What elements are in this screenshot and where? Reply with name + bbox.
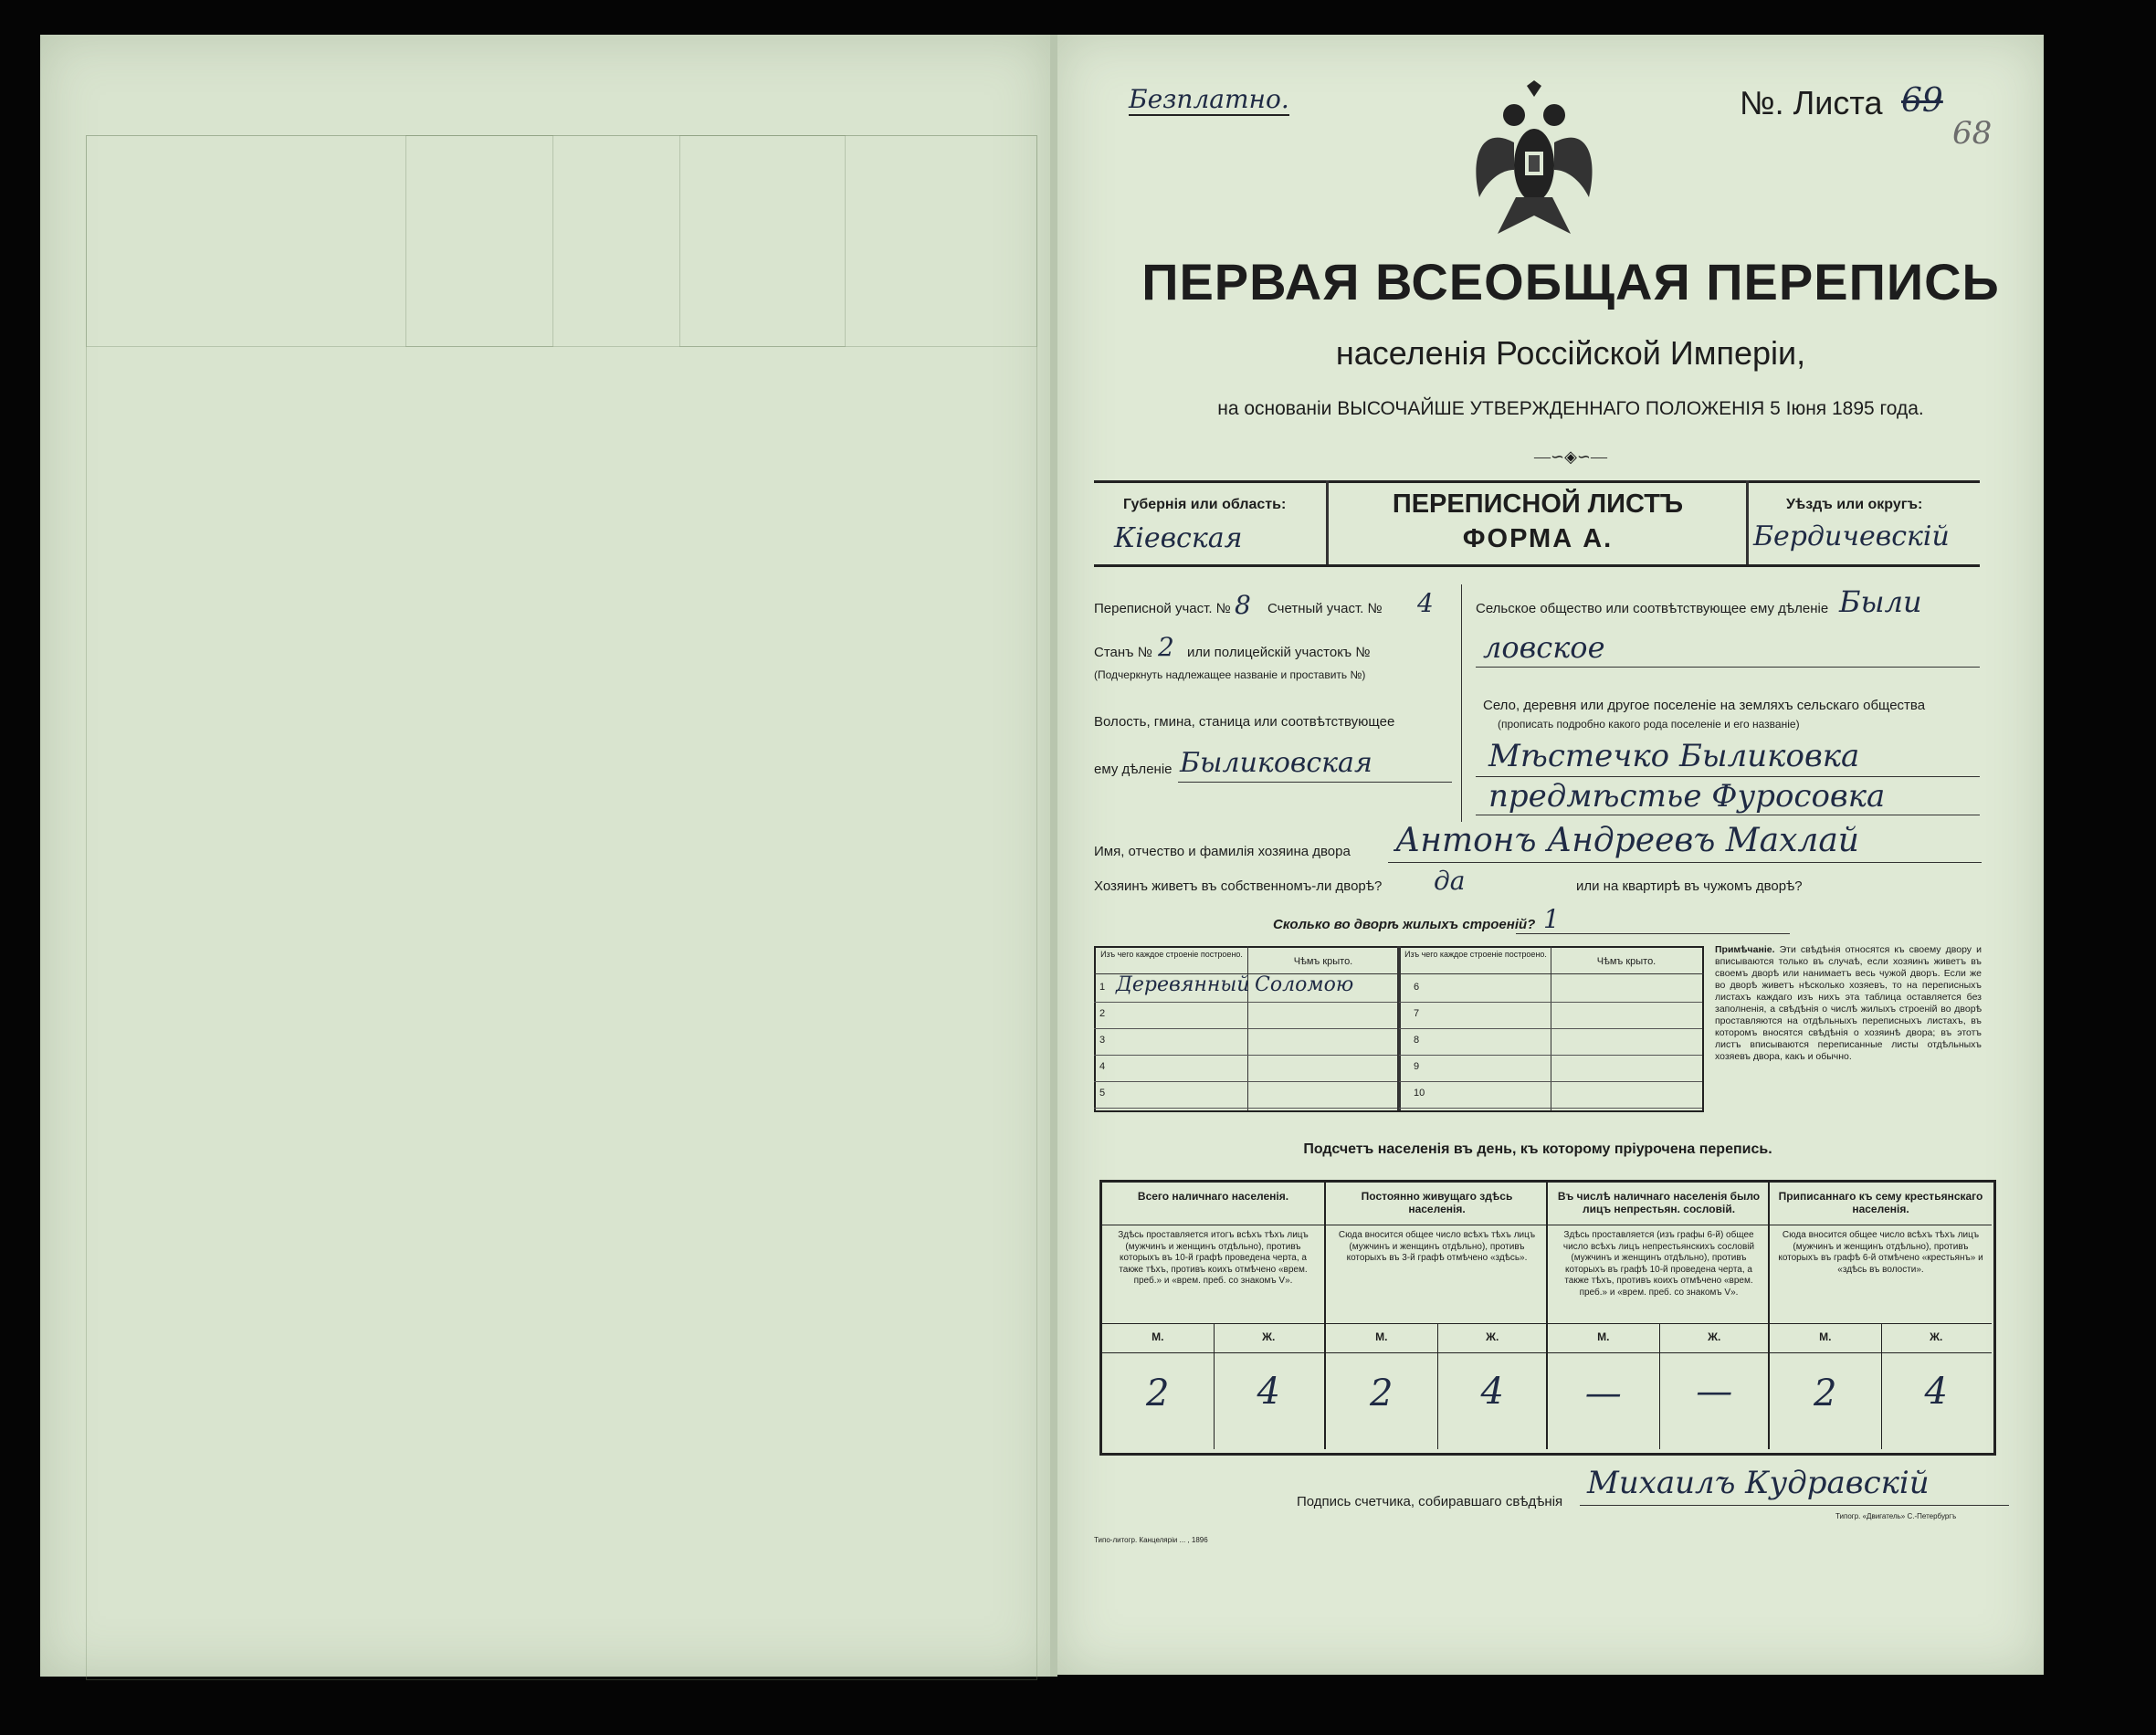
- table-row: [1399, 1028, 1702, 1056]
- buildings-underline: [1516, 933, 1790, 934]
- bleed-through-header: [86, 135, 1037, 347]
- left-page: [40, 35, 1050, 1677]
- gubernia-value: Кіевская: [1114, 522, 1243, 554]
- census-district-value: 8: [1235, 590, 1251, 620]
- row-line: [1326, 1352, 1548, 1353]
- row-number: 10: [1414, 1088, 1425, 1099]
- row-number: 1: [1099, 982, 1106, 993]
- female-label: Ж.: [1486, 1330, 1499, 1343]
- buildings-note-text: Эти свѣдѣнія относятся къ своему двору и вписываются только въ случаѣ, если хозяинъ живетъ въ своемъ дворѣ или нанимаетъ весь чужой дворъ. Если же во дворѣ живетъ нѣсколько хозяевъ, то на переписныхъ листахъ каждаго изъ нихъ эта таблица оставляется без заполненія, а свѣдѣнія о числѣ жилыхъ строеній во дворѣ проставляются на отдѣльныхъ переписныхъ листахъ, въ которомъ вносятся свѣдѣнія о хозяинѣ двора; въ этотъ листъ вписываются переписанные листы отдѣльныхъ хозяевъ двора, какъ и обычно.: [1715, 944, 1982, 1062]
- population-col-desc: Сюда вносится общее число всѣхъ тѣхъ лицъ (мужчинъ и женщинъ отдѣльно), противъ которыхъ въ графѣ 6-й отмѣчено «крестьянъ» и «здѣсь въ волости».: [1778, 1230, 1983, 1275]
- printer-right: Типогр. «Двигатель» С.-Петербургъ: [1835, 1512, 1957, 1520]
- book-spine: [1050, 35, 1057, 1677]
- female-count: 4: [1257, 1371, 1280, 1413]
- male-count: —: [1584, 1372, 1622, 1414]
- row-line: [1102, 1352, 1324, 1353]
- sheet-number-value: 69: [1901, 82, 1943, 120]
- lives-label: Хозяинъ живетъ въ собственномъ-ли дворѣ?: [1094, 878, 1383, 894]
- table-row: [1399, 975, 1702, 1003]
- table-row: [1399, 1002, 1702, 1029]
- signature-label: Подпись счетчика, собиравшаго свѣдѣнія: [1297, 1494, 1563, 1509]
- row-line: [1548, 1352, 1770, 1353]
- uyezd-label: Уѣздъ или округъ:: [1786, 497, 1923, 512]
- male-label: М.: [1819, 1330, 1832, 1343]
- population-column: [1546, 1183, 1770, 1449]
- sheet-number-pencil: 68: [1952, 115, 1993, 152]
- free-label: Безплатно.: [1129, 84, 1289, 114]
- census-basis: на основаніи ВЫСОЧАЙШЕ УТВЕРЖДЕННАГО ПОЛОЖЕНІЯ 5 Іюня 1895 года.: [1217, 398, 1924, 419]
- police-label: или полицейскій участокъ №: [1187, 645, 1371, 660]
- male-count: 2: [1814, 1372, 1837, 1414]
- volost-label-2: ему дѣленіе: [1094, 762, 1173, 777]
- bleed-through-col: [405, 135, 553, 347]
- buildings-value: 1: [1543, 904, 1560, 934]
- underline-note: (Подчеркнуть надлежащее названіе и проставить №): [1094, 668, 1366, 681]
- form-header-bottom-rule: [1094, 564, 1980, 567]
- population-column: [1768, 1183, 1992, 1449]
- volost-label: Волость, гмина, станица или соотвѣтствующее: [1094, 714, 1395, 730]
- row-number: 6: [1414, 982, 1420, 993]
- apartment-label: или на квартирѣ въ чужомъ дворѣ?: [1576, 878, 1803, 894]
- society-label: Сельское общество или соотвѣтствующее ему дѣленіе: [1476, 601, 1829, 616]
- col-kind-header-right: Изъ чего каждое строеніе построено.: [1404, 950, 1547, 959]
- row-number: 2: [1099, 1008, 1106, 1019]
- signature-underline: [1580, 1505, 2009, 1506]
- table-row: [1094, 1081, 1397, 1109]
- village-label: Село, деревня или другое поселеніе на земляхъ сельскаго общества: [1483, 698, 1926, 713]
- owner-value: Антонъ Андреевъ Махлай: [1395, 822, 1859, 859]
- signature-value: Михаилъ Кудравскій: [1587, 1465, 1930, 1501]
- building-kind: Деревянный: [1116, 973, 1250, 996]
- sheet-title: ПЕРЕПИСНОЙ ЛИСТЪ: [1392, 489, 1684, 519]
- population-col-desc: Здѣсь проставляется итогъ всѣхъ тѣхъ лицъ (мужчинъ и женщинъ отдѣльно), противъ которыхъ въ 10-й графѣ проведена черта, а также тѣхъ, противъ коихъ отмѣчено «врем. преб.» и «врем. преб. со знакомъ V».: [1118, 1230, 1309, 1286]
- society-underline: [1476, 667, 1980, 668]
- gubernia-label: Губернія или область:: [1123, 497, 1287, 512]
- society-value-1: Были: [1839, 584, 1922, 619]
- uyezd-value: Бердичевскій: [1753, 520, 1950, 552]
- owner-label: Имя, отчество и фамилія хозяина двора: [1094, 844, 1351, 859]
- buildings-note: [1715, 944, 1982, 1063]
- row-number: 8: [1414, 1035, 1420, 1046]
- row-number: 3: [1099, 1035, 1106, 1046]
- buildings-note-title: Примѣчаніе.: [1715, 944, 1775, 955]
- population-column: [1324, 1183, 1548, 1449]
- female-count: 4: [1924, 1371, 1948, 1413]
- table-row: [1094, 1055, 1397, 1082]
- divider: [1326, 480, 1329, 564]
- census-district-label: Переписной участ. №: [1094, 601, 1231, 616]
- row-line: [1770, 1352, 1992, 1353]
- male-label: М.: [1152, 1330, 1164, 1343]
- form-header-top-rule: [1094, 480, 1980, 483]
- sheet-number-label: №. Листа: [1740, 84, 1883, 121]
- table-row: [1399, 1081, 1702, 1109]
- buildings-label: Сколько во дворѣ жилыхъ строеній?: [1273, 917, 1536, 932]
- female-count: —: [1696, 1371, 1733, 1413]
- counting-district-label: Счетный участ. №: [1267, 601, 1383, 616]
- divider: [1746, 480, 1749, 564]
- col-kind-header: Изъ чего каждое строеніе построено.: [1100, 950, 1243, 959]
- population-column: [1102, 1183, 1324, 1449]
- row-number: 5: [1099, 1088, 1106, 1099]
- table-row: [1094, 975, 1397, 1003]
- owner-underline: [1388, 862, 1982, 863]
- form-label: ФОРМА А.: [1462, 524, 1614, 553]
- population-title: Подсчетъ населенія въ день, къ которому пріурочена перепись.: [1303, 1141, 1772, 1157]
- stan-value: 2: [1158, 632, 1174, 662]
- census-title: ПЕРВАЯ ВСЕОБЩАЯ ПЕРЕПИСЬ: [1141, 253, 2000, 310]
- table-row: [1094, 1002, 1397, 1029]
- village-underline-1: [1476, 776, 1980, 777]
- building-roof: Соломою: [1255, 973, 1354, 996]
- stan-label: Станъ №: [1094, 645, 1152, 660]
- female-label: Ж.: [1708, 1330, 1721, 1343]
- bleed-through-frame: [86, 135, 1037, 1680]
- row-number: 9: [1414, 1061, 1420, 1072]
- double-headed-eagle-icon: [1461, 79, 1607, 243]
- female-label: Ж.: [1930, 1330, 1943, 1343]
- volost-underline: [1178, 782, 1452, 783]
- village-value-2: предмѣстье Фуросовка: [1488, 778, 1886, 815]
- ornament-divider: —∽◈∽—: [1533, 447, 1607, 466]
- village-value-1: Мѣстечко Быликовка: [1488, 738, 1860, 774]
- population-col-desc: Сюда вносится общее число всѣхъ тѣхъ лицъ (мужчинъ и женщинъ отдѣльно), противъ которыхъ въ 3-й графѣ отмѣчено «здѣсь».: [1338, 1230, 1536, 1263]
- col-roof-header-right: Чѣмъ крыто.: [1596, 956, 1656, 967]
- fields-divider: [1461, 584, 1462, 822]
- lives-value: да: [1434, 866, 1466, 896]
- table-row: [1399, 1055, 1702, 1082]
- volost-value: Быликовская: [1180, 747, 1372, 779]
- row-number: 7: [1414, 1008, 1420, 1019]
- male-count: 2: [1146, 1372, 1170, 1414]
- counting-district-value: 4: [1417, 588, 1434, 618]
- male-label: М.: [1375, 1330, 1388, 1343]
- printer-left: Типо-литогр. Канцеляріи ... , 1896: [1094, 1536, 1208, 1544]
- bleed-through-col: [679, 135, 846, 347]
- census-subtitle: населенія Россійской Имперіи,: [1335, 334, 1806, 372]
- table-row: [1094, 1028, 1397, 1056]
- row-number: 4: [1099, 1061, 1106, 1072]
- female-count: 4: [1480, 1371, 1504, 1413]
- population-col-head: Всего наличнаго населенія.: [1137, 1190, 1289, 1203]
- population-col-head: Приписаннаго къ сему крестьянскаго населенія.: [1778, 1190, 1983, 1215]
- male-count: 2: [1370, 1372, 1394, 1414]
- population-col-desc: Здѣсь проставляется (изъ графы 6-й) общее число всѣхъ лицъ непрестьянскихъ сословій (мужчинъ и женщинъ отдѣльно), противъ которыхъ въ графѣ 10-й проведена черта, а также тѣхъ, противъ коихъ отмѣчено «врем. преб.» и «врем. преб. со знакомъ V».: [1562, 1230, 1755, 1298]
- male-label: М.: [1597, 1330, 1610, 1343]
- population-col-head: Постоянно живущаго здѣсь населенія.: [1361, 1190, 1513, 1215]
- col-roof-header: Чѣмъ крыто.: [1293, 956, 1353, 967]
- village-note: (прописать подробно какого рода поселеніе и его названіе): [1498, 718, 1800, 731]
- society-value-2: ловское: [1483, 630, 1605, 665]
- population-col-head: Въ числѣ наличнаго населенія было лицъ непрестьян. сословій.: [1557, 1190, 1761, 1215]
- female-label: Ж.: [1262, 1330, 1276, 1343]
